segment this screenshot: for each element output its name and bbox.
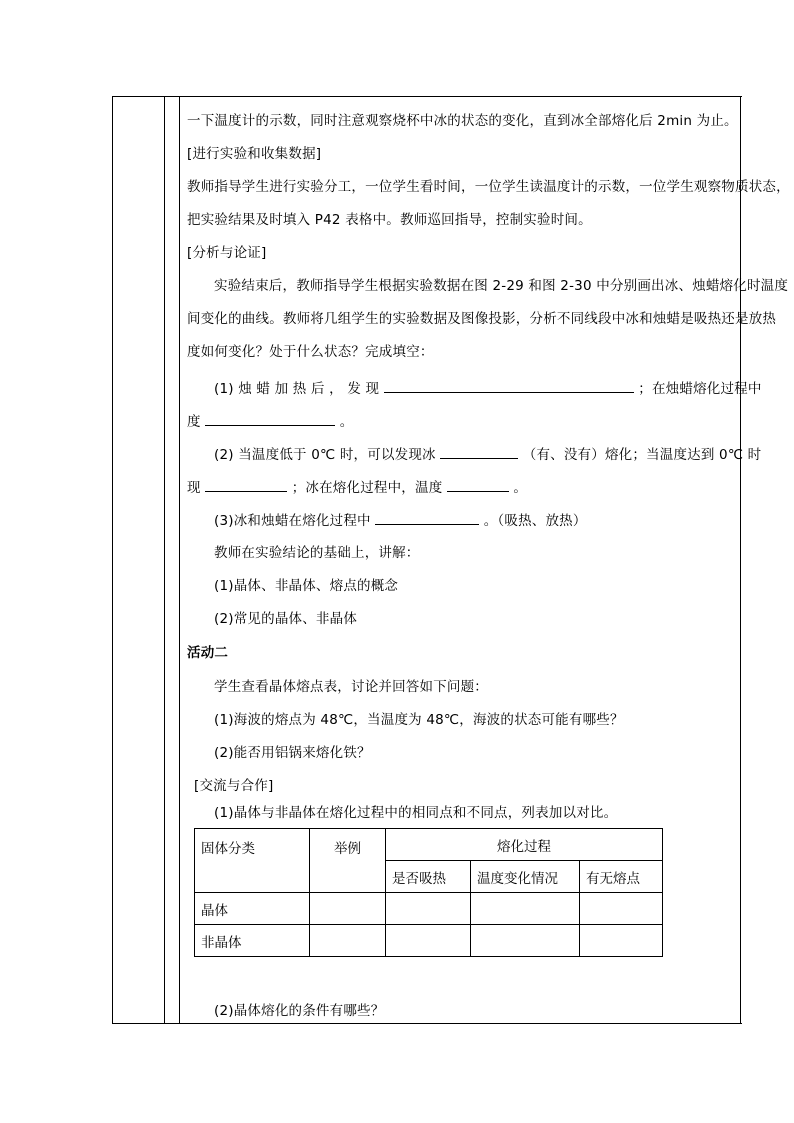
question-2-blank-2[interactable] [205,477,287,492]
frame-left-border [112,96,113,1024]
section-heading: [进行实验和收集数据] [187,146,322,162]
subheader-cell: 是否吸热 [386,861,471,893]
question-2-blank-3[interactable] [447,477,509,492]
text-line: 教师在实验结论的基础上，讲解： [214,545,420,561]
question-2-end: 。 [513,480,528,496]
frame-column-divider-1 [164,96,165,1024]
question-3-blank[interactable] [375,510,479,525]
row-label: 晶体 [195,893,310,925]
table-cell[interactable] [310,925,386,957]
frame-top-border [112,96,742,97]
question-1-line-2 [187,411,353,431]
table-row [195,893,663,925]
question-2-blank[interactable] [440,444,518,459]
table-cell[interactable] [471,893,580,925]
activity-heading: 活动二 [187,645,229,661]
table-row [195,925,663,957]
question-1-blank[interactable] [384,378,634,393]
text-line: 教师指导学生进行实验分工，一位学生看时间，一位学生读温度计的示数，一位学生观察物质状态， [187,179,790,195]
table-cell[interactable] [386,925,471,957]
text-line: 实验结束后，教师指导学生根据实验数据在图 2-29 和图 2-30 中分别画出冰、烛蜡熔化时温度 [214,278,789,294]
question-2-line [214,444,761,464]
question-1-text: (1) 烛 蜡 加 热 后 ， 发 现 [214,381,380,397]
question-3-text-cont: 。（吸热、放热） [483,513,587,529]
question-1-line [214,378,762,398]
question-1-text-cont: ；在烛蜡熔化过程中 [638,381,762,397]
question-2-text-cont: ；冰在熔化过程中，温度 [291,480,443,496]
header-cell: 熔化过程 [386,829,663,861]
text-line: (2)能否用铝锅来熔化铁？ [214,745,371,761]
text-line: (1)晶体、非晶体、熔点的概念 [214,578,399,594]
section-heading: [交流与合作] [194,778,274,794]
question-1-text-cont: 度 [187,414,201,430]
text-line: 一下温度计的示数，同时注意观察烧杯中冰的状态的变化，直到冰全部熔化后 2min 为止。 [187,113,738,129]
text-line: (1)海波的熔点为 48℃，当温度为 48℃，海波的状态可能有哪些？ [214,712,624,728]
comparison-table [194,828,663,957]
text-line: (2)晶体熔化的条件有哪些？ [214,1003,385,1019]
question-2-text-cont: 现 [187,480,201,496]
frame-column-divider-2 [179,96,180,1024]
question-3-text: (3)冰和烛蜡在熔化过程中 [214,513,371,529]
text-line: 间变化的曲线。教师将几组学生的实验数据及图像投影，分析不同线段中冰和烛蜡是吸热还是放热 [187,311,777,327]
header-cell: 固体分类 [195,829,310,893]
section-heading: [分析与论证] [187,245,267,261]
text-line: 度如何变化？处于什么状态？完成填空： [187,344,434,360]
text-line: (2)常见的晶体、非晶体 [214,611,358,627]
question-2-line-2 [187,477,527,497]
header-cell: 举例 [310,829,386,893]
row-label: 非晶体 [195,925,310,957]
question-1-end: 。 [339,414,354,430]
frame-bottom-border [112,1023,742,1024]
table-cell[interactable] [386,893,471,925]
table-cell[interactable] [471,925,580,957]
question-3-line [214,510,587,530]
text-line: 把实验结果及时填入 P42 表格中。教师巡回指导，控制实验时间。 [187,212,592,228]
subheader-cell: 有无熔点 [580,861,663,893]
text-line: 学生查看晶体熔点表，讨论并回答如下问题： [214,679,488,695]
table-header-row [195,829,663,861]
table-cell[interactable] [580,893,663,925]
question-2-text-cont: （有、没有）熔化；当温度达到 0℃ 时 [522,447,762,463]
question-2-text: (2) 当温度低于 0℃ 时，可以发现冰 [214,447,436,463]
table-cell[interactable] [580,925,663,957]
frame-right-border [740,96,741,1024]
subheader-cell: 温度变化情况 [471,861,580,893]
text-line: (1)晶体与非晶体在熔化过程中的相同点和不同点，列表加以对比。 [214,805,618,821]
table-cell[interactable] [310,893,386,925]
question-1-blank-2[interactable] [205,411,335,426]
